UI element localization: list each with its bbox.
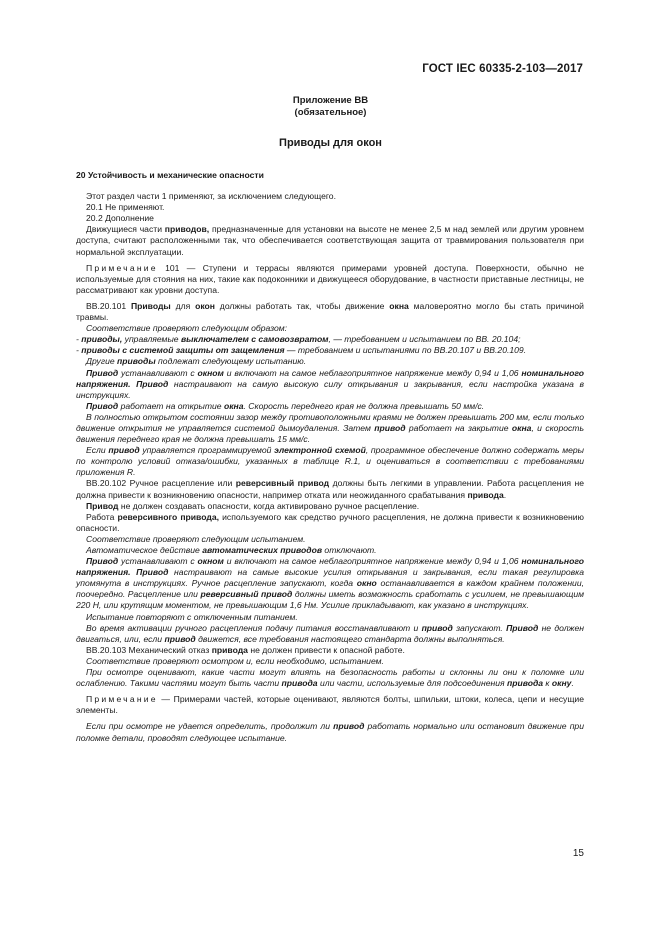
paragraph: Автоматическое действие автоматических приводов отключают.	[86, 545, 377, 555]
clause-paragraph: ВВ.20.101 Приводы для окон должны работать так, чтобы движение окна маловероятно могло бы стать причиной травмы.	[76, 300, 584, 323]
paragraph: При осмотре оценивают, какие части могут влиять на безопасность работы и склонны ли они к поломке или ослаблению. Такими частями могут быть части привода или части, используемые для подсоединения привода к окну.	[76, 667, 584, 689]
paragraph: Во время активации ручного расцепления подачу питания восстанавливают и привод запускают. Привод не должен двигаться, или, если привод движется, все требования настоящего стандарта должны выполняться.	[76, 622, 584, 644]
list-item: - приводы с системой защиты от защемления — требованием и испытаниями по ВВ.20.107 и ВВ.20.109.	[76, 345, 527, 356]
note-label: Примечание	[86, 694, 158, 705]
section-title: 20 Устойчивость и механические опасности	[76, 170, 264, 180]
paragraph: Привод не должен создавать опасности, когда активировано ручное расцепление.	[86, 500, 420, 511]
paragraph: 20.2 Дополнение	[86, 213, 154, 224]
clause-paragraph: ВВ.20.102 Ручное расцепление или реверсивный привод должны быть легкими в управлении. Работа расцепления не должна привести к возникновению опасности, например отката или неожиданного срабатывания привода.	[76, 478, 584, 500]
paragraph: Привод работает на открытие окна. Скорость переднего края не должна превышать 50 мм/с.	[86, 400, 485, 411]
note-paragraph: Примечание 101 — Ступени и террасы являются примерами уровней доступа. Поверхности, обычно не используемые для стояния на них, такие как подоконники и движущееся оборудование, в частности приставные лестницы, не рассматривают как уровни доступа.	[76, 262, 584, 295]
paragraph: Работа реверсивного привода, используемого как средство ручного расцепления, не должна привести к возникновению опасности.	[76, 511, 584, 533]
paragraph: Привод устанавливают с окном и включают на самое неблагоприятное напряжение между 0,94 и 1,06 номинального напряжения. Привод настраивают на самую высокую силу открывания и закрывания, если настройка указана в инструкциях.	[76, 367, 584, 400]
note-paragraph: Примечание — Примерами частей, которые оценивают, являются болты, шпильки, штоки, колеса, цепи и несущие элементы.	[76, 694, 584, 716]
paragraph: Другие приводы подлежат следующему испытанию.	[86, 356, 307, 367]
paragraph: Если привод управляется программируемой электронной схемой, программное обеспечение должно содержать меры по контролю условий отказа/ошибки, указанных в таблице R.1, и оцениваться в соответствии с требованиями приложения R.	[76, 445, 585, 478]
clause-paragraph: ВВ.20.103 Механический отказ привода не должен привести к опасной работе.	[86, 644, 405, 655]
note-label: Примечание	[86, 262, 158, 273]
paragraph: Испытание повторяют с отключенным питанием.	[86, 611, 298, 622]
paragraph: Движущиеся части приводов, предназначенные для установки на высоте не менее 2,5 м над землей или другим уровнем доступа, считают расположенными так, что обеспечивается соответствующая защита от травмирования пользователя при нормальной эксплуатации.	[76, 224, 584, 257]
paragraph: Этот раздел части 1 применяют, за исключением следующего.	[86, 191, 336, 202]
paragraph: Если при осмотре не удается определить, продолжит ли привод работать нормально или остановит движение при поломке детали, проводят следующее испытание.	[76, 721, 584, 743]
paragraph: Привод устанавливают с окном и включают на самое неблагоприятное напряжение между 0,94 и 1,06 номинального напряжения. Привод настраивают на самые высокие усилия открывания и закрывания, если такая регулировка упомянута в инструкциях. Ручное расцепление запускают, когда окно останавливается в каждом крайнем положении, поочередно. Расцепление или реверсивный привод должны иметь возможность сработать с усилием, не превышающим 220 Н, или крутящим моментом, не превышающим 1,6 Нм. Усилие прикладывают, как указано в инструкциях.	[76, 556, 584, 611]
paragraph: Соответствие проверяют следующим образом:	[86, 323, 288, 334]
page-title: Приводы для окон	[279, 137, 382, 149]
document-code-header: ГОСТ IEC 60335-2-103—2017	[422, 63, 583, 75]
list-item: - приводы, управляемые выключателем с самовозвратом, — требованием и испытанием по ВВ. 20.104;	[76, 334, 521, 345]
paragraph: Соответствие проверяют осмотром и, если необходимо, испытанием.	[86, 655, 384, 666]
paragraph: 20.1 Не применяют.	[86, 202, 165, 213]
paragraph: В полностью открытом состоянии зазор между противоположными краями не должен превышать 200 мм, если только движение открытия не управляется системой дымоудаления. Затем привод работает на закрытие окна, и скорость движения переднего края не должна превышать 15 мм/с.	[76, 411, 584, 445]
paragraph: Соответствие проверяют следующим испытанием.	[86, 533, 306, 544]
page-number: 15	[572, 848, 584, 859]
annex-title: Приложение ВВ	[292, 95, 369, 106]
annex-status: (обязательное)	[294, 107, 367, 118]
document-body	[76, 170, 584, 744]
annex-heading	[0, 95, 661, 119]
